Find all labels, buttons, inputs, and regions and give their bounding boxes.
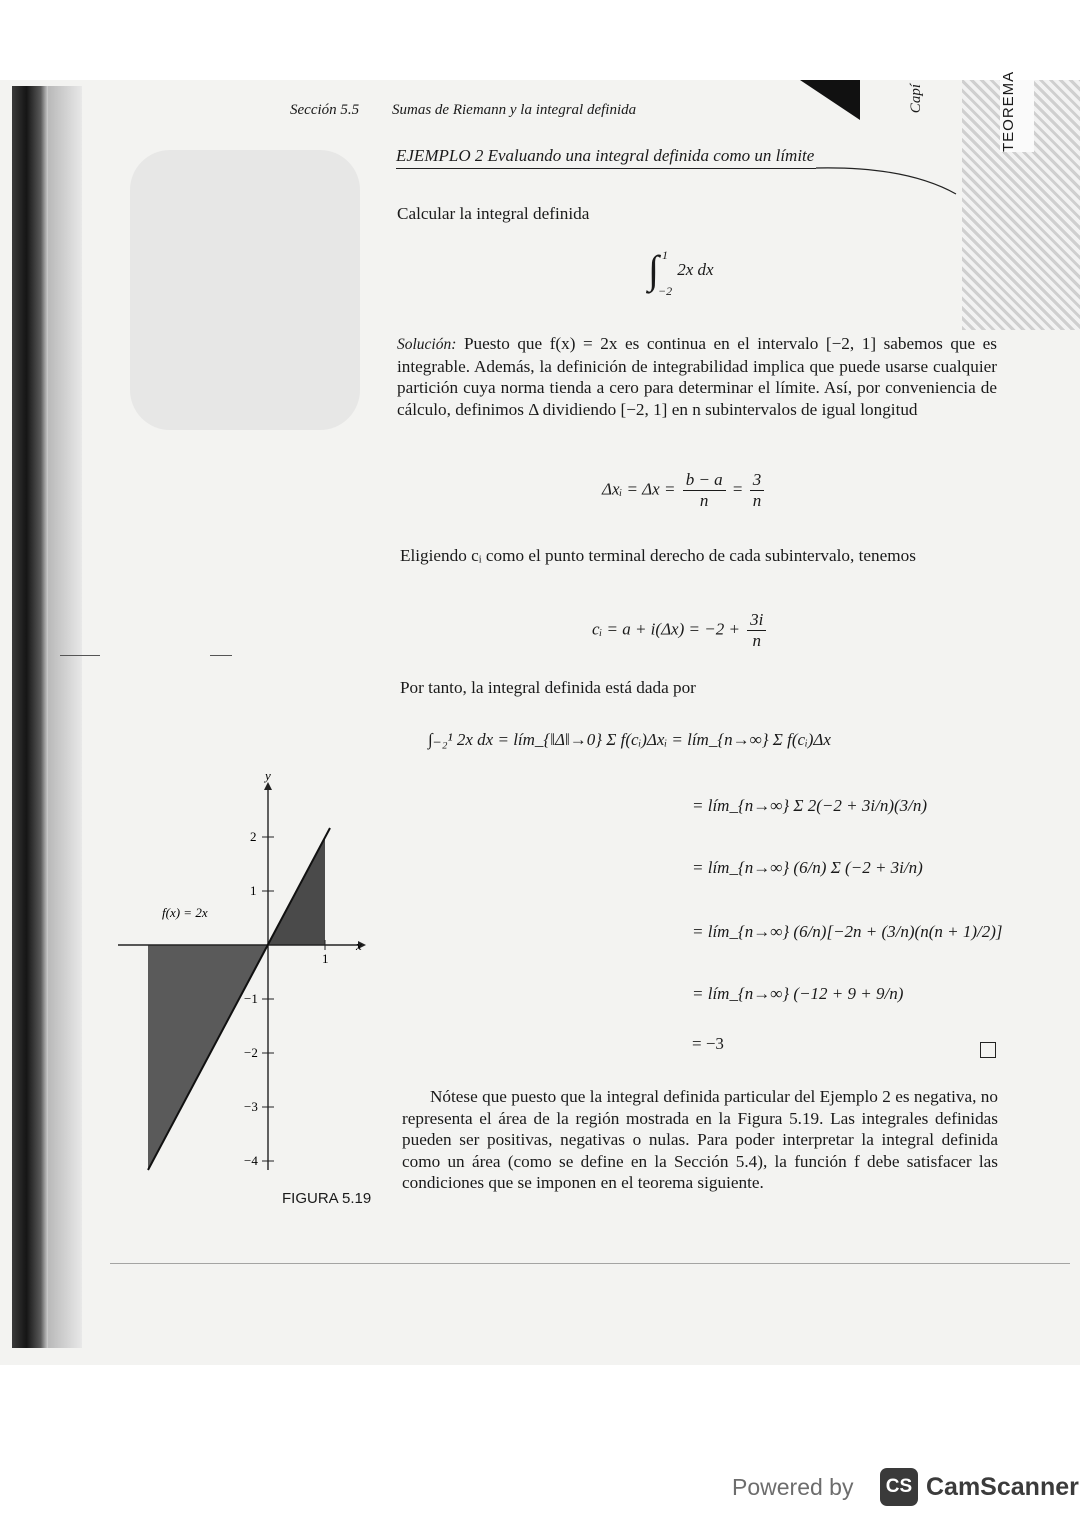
corner-tab (800, 80, 860, 120)
running-head-title: Sumas de Riemann y la integral definida (392, 102, 637, 118)
function-label: f(x) = 2x (162, 905, 208, 920)
bleed-through-image (130, 150, 360, 430)
scan-mark (60, 655, 100, 656)
x-axis-label: x (356, 938, 362, 953)
derivation-line-1: ∫₋₂¹ 2x dx = lím_{‖Δ‖→0} Σ f(cᵢ)Δxᵢ = lím_{n→∞} Σ f(cᵢ)Δx (428, 730, 831, 749)
side-tab-label: TEOREMA (1000, 80, 1034, 152)
delta-frac-2 (750, 470, 765, 511)
delta-frac-2-den: n (752, 491, 762, 510)
y-tick-label-1: 1 (250, 883, 257, 898)
paragraph-por-tanto: Por tanto, la integral definida está dada por (400, 678, 696, 697)
chapter-tab-label: Capí (908, 84, 924, 114)
delta-frac-1-num: b − a (683, 470, 726, 491)
intro-text: Calcular la integral definida (397, 204, 590, 223)
delta-frac-1-den: n (699, 491, 709, 510)
integral-display (648, 246, 714, 298)
delta-equation (602, 470, 767, 511)
ci-frac-num: 3i (747, 610, 766, 631)
book-spine-shadow (48, 86, 82, 1348)
y-axis-label: y (265, 770, 271, 783)
closing-paragraph: Nótese que puesto que la integral definida particular del Ejemplo 2 es negativa, no representa el área de la región mostrada en la Figura 5.19. Las integrales definidas pueden ser positivas, negativas o nulas. Para poder interpretar la integral definida como un área (como se define en la Sección 5.4), la función f debe satisfacer las condiciones que se imponen en el teorema siguiente. (402, 1087, 998, 1193)
ci-frac-den: n (752, 631, 762, 650)
delta-eq-sign: = (732, 479, 743, 499)
solution-paragraph (397, 333, 997, 420)
end-of-proof-box (980, 1042, 996, 1058)
ci-equation (592, 610, 769, 651)
y-tick-label-m3: −3 (244, 1099, 258, 1114)
solution-text: Puesto que f(x) = 2x es continua en el intervalo [−2, 1] sabemos que es integrable. Además, la definición de integrabilidad implica que puede usarse cualquier partición cuya norma tienda a cero para determinar el límite. Así, por conveniencia de cálculo, definimos Δ dividiendo [−2, 1] en n subintervalos de igual longitud (397, 334, 997, 419)
derivation-result: = −3 (692, 1034, 724, 1053)
example-rule (396, 168, 816, 169)
derivation-line-3: = lím_{n→∞} (6/n) Σ (−2 + 3i/n) (692, 858, 923, 877)
figure-graph (110, 770, 370, 1180)
delta-frac-1 (683, 470, 726, 511)
powered-by-text: Powered by (732, 1474, 854, 1500)
running-head-section: Sección 5.5 (290, 102, 360, 118)
derivation-line-4: = lím_{n→∞} (6/n)[−2n + (3/n)(n(n + 1)/2)] (692, 922, 1003, 941)
solution-label: Solución: (397, 336, 457, 353)
camscanner-brand: CamScanner (926, 1473, 1079, 1501)
derivation-line-5: = lím_{n→∞} (−12 + 9 + 9/n) (692, 984, 904, 1003)
derivation-line-2: = lím_{n→∞} Σ 2(−2 + 3i/n)(3/n) (692, 796, 928, 815)
ci-frac (747, 610, 766, 651)
delta-left: Δxᵢ = Δx = (602, 479, 676, 499)
camscanner-logo-icon: CS (880, 1468, 918, 1506)
example-rule-curve (816, 160, 966, 200)
figure-caption: FIGURA 5.19 (282, 1190, 372, 1207)
y-tick-label-m4: −4 (244, 1153, 258, 1168)
y-tick-label-m1: −1 (244, 991, 258, 1006)
integral-upper: 1 (662, 248, 668, 262)
y-tick-label-2: 2 (250, 829, 257, 844)
paragraph-ci: Eligiendo cᵢ como el punto terminal derecho de cada subintervalo, tenemos (400, 546, 916, 565)
example-title: EJEMPLO 2 Evaluando una integral definida como un límite (396, 146, 815, 165)
ci-left: cᵢ = a + i(Δx) = −2 + (592, 619, 740, 639)
delta-frac-2-num: 3 (750, 470, 765, 491)
y-tick-label-m2: −2 (244, 1045, 258, 1060)
book-spine (12, 86, 48, 1348)
scan-mark (210, 655, 232, 656)
y-axis-arrow (264, 782, 272, 790)
integral-sign: ∫ (648, 247, 659, 292)
scan-edge-line (110, 1263, 1070, 1264)
x-tick-label-1: 1 (322, 951, 329, 966)
integrand: 2x dx (677, 259, 714, 279)
integral-lower: −2 (658, 284, 673, 298)
